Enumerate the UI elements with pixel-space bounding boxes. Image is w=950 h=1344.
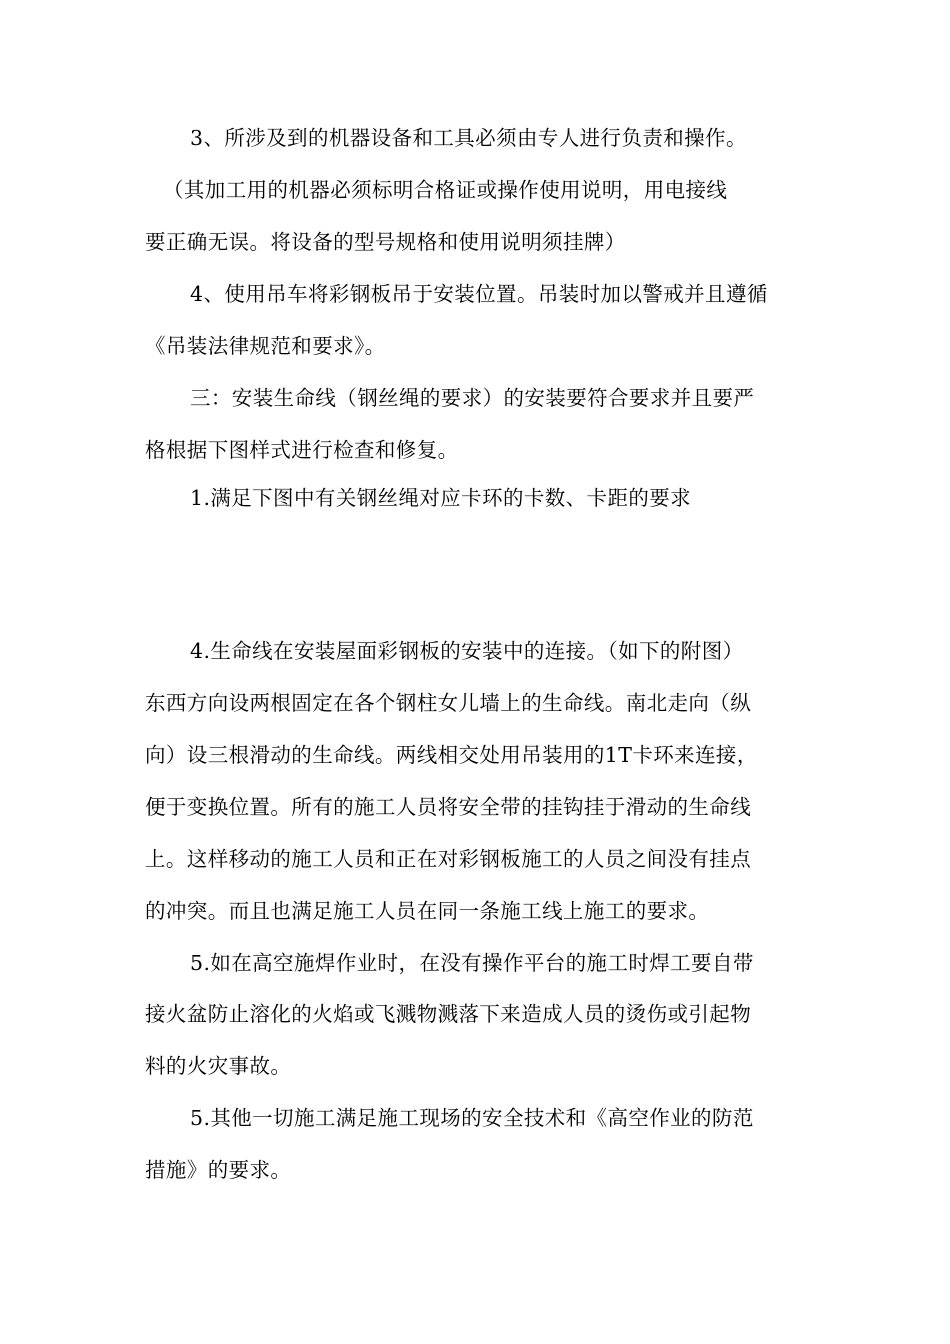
paragraph-line: 东西方向设两根固定在各个钢柱女儿墙上的生命线。南北走向（纵: [145, 691, 752, 715]
paragraph-line: 料的火灾事故。: [145, 1054, 292, 1078]
paragraph-line: 5.如在高空施焊作业时，在没有操作平台的施工时焊工要自带: [190, 951, 754, 975]
paragraph-line: （其加工用的机器必须标明合格证或操作使用说明，用电接线: [163, 178, 728, 202]
paragraph-line: 3、所涉及到的机器设备和工具必须由专人进行负责和操作。: [190, 126, 747, 150]
paragraph-line: 的冲突。而且也满足施工人员在同一条施工线上施工的要求。: [145, 899, 710, 923]
paragraph-line: 接火盆防止溶化的火焰或飞溅物溅落下来造成人员的烫伤或引起物: [145, 1002, 752, 1026]
paragraph-line: 上。这样移动的施工人员和正在对彩钢板施工的人员之间没有挂点: [145, 847, 752, 871]
paragraph-line: 4、使用吊车将彩钢板吊于安装位置。吊装时加以警戒并且遵循: [190, 282, 768, 306]
paragraph-line: 1.满足下图中有关钢丝绳对应卡环的卡数、卡距的要求: [190, 486, 692, 510]
paragraph-line: 便于变换位置。所有的施工人员将安全带的挂钩挂于滑动的生命线: [145, 795, 752, 819]
paragraph-line: 《吊装法律规范和要求》。: [145, 334, 386, 358]
paragraph-line: 5.其他一切施工满足施工现场的安全技术和《高空作业的防范: [190, 1106, 754, 1130]
paragraph-line: 措施》的要求。: [145, 1158, 292, 1182]
paragraph-line: 三：安装生命线（钢丝绳的要求）的安装要符合要求并且要严: [190, 386, 755, 410]
paragraph-line: 格根据下图样式进行检查和修复。: [145, 438, 459, 462]
paragraph-line: 要正确无误。将设备的型号规格和使用说明须挂牌）: [145, 230, 626, 254]
paragraph-line: 向）设三根滑动的生命线。两线相交处用吊装用的1T卡环来连接，: [145, 743, 758, 767]
paragraph-line: 4.生命线在安装屋面彩钢板的安装中的连接。（如下的附图）: [190, 639, 744, 663]
